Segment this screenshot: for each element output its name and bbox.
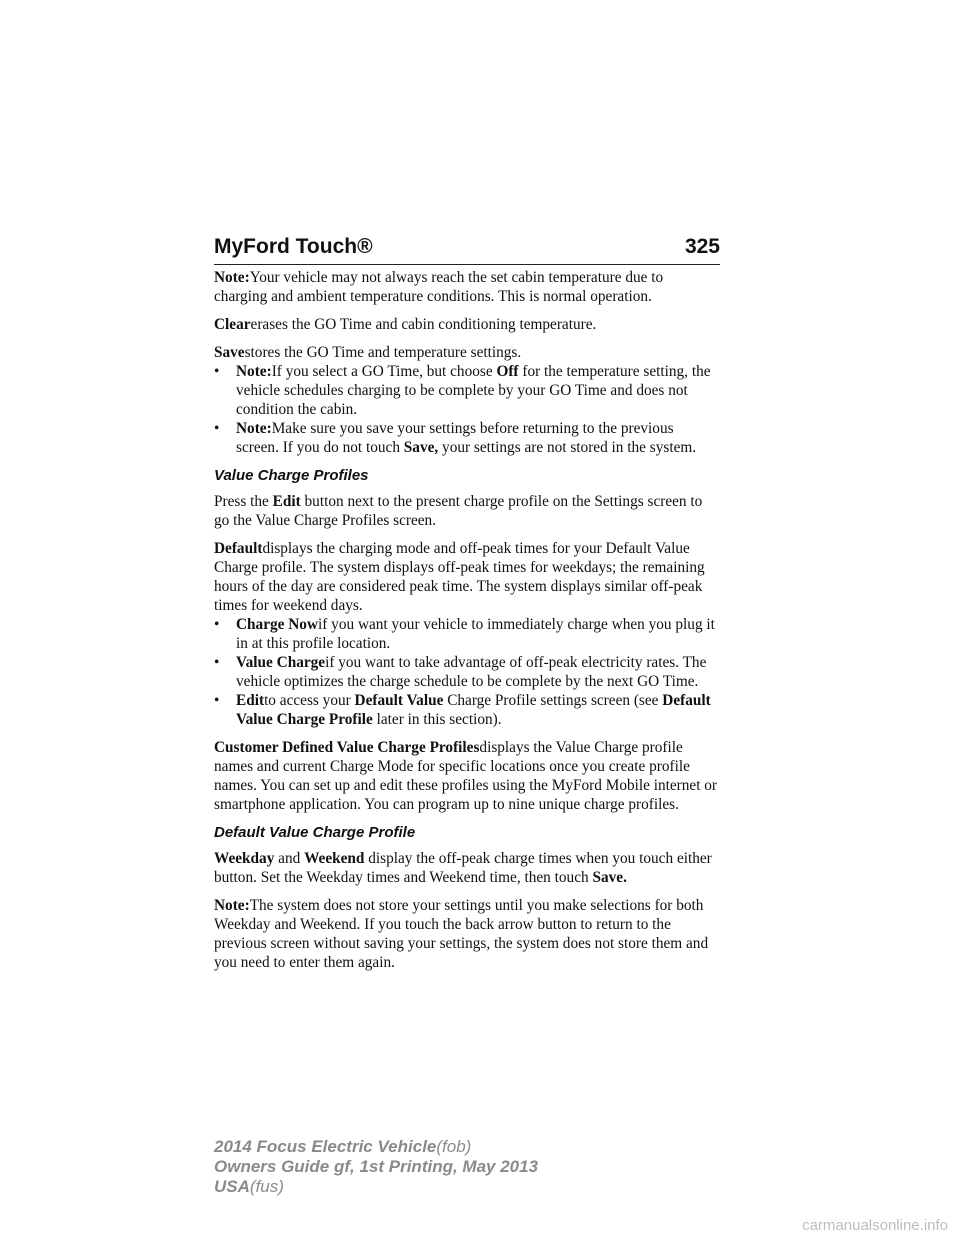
paragraph-text: button next to the present charge profile on the Settings screen to go the Value Charge Profiles screen. [214,493,703,529]
footer-market: USA [214,1177,250,1196]
bullet-emphasis: Save, [403,439,439,456]
footer-code: (fus) [249,1177,284,1196]
bullet-icon: • [214,616,220,633]
bullet-text: if you want your vehicle to immediately charge when you plug it in at this profile location. [236,616,715,652]
bullet-text: to access your [264,692,355,709]
save-paragraph [214,343,720,362]
page-footer [214,1137,538,1197]
bullet-text: your settings are not stored in the system. [438,439,697,456]
bullet-emphasis: Default Value Charge Profile [236,692,711,728]
default-label: Default [214,540,263,557]
footer-line [214,1137,538,1157]
save-bullet-list [214,362,720,457]
default-bullet-list [214,615,720,729]
customer-profiles-text: displays the Value Charge profile names and current Charge Mode for specific locations once you create profile names. You can set up and edit these profiles using the MyFord Mobile internet or smartphone application. You can program up to nine unique charge profiles. [214,739,718,813]
bullet-icon: • [214,654,220,671]
bullet-text: Make sure you save your settings before returning to the previous screen. If you do not touch [236,420,674,456]
paragraph-text: and [274,850,305,867]
note-label: Note: [214,269,250,286]
bullet-emphasis: Default Value [354,692,444,709]
bullet-text: Charge Profile settings screen (see [443,692,663,709]
bullet-text: if you want to take advantage of off-peak electricity rates. The vehicle optimizes the charge schedule to be complete by the next GO Time. [236,654,707,690]
page-number: 325 [684,235,720,258]
list-item [214,419,720,457]
edit-label: Edit [272,493,301,510]
bullet-emphasis: Off [496,363,519,380]
page-content [214,268,720,981]
edit-label: Edit [236,692,265,709]
bullet-icon: • [214,363,220,380]
footer-code: (fob) [436,1137,472,1156]
note-paragraph [214,896,720,972]
watermark: carmanualsonline.info [802,1217,948,1234]
note-text: The system does not store your settings until you make selections for both Weekday and Weekend. If you touch the back arrow button to return to the previous screen without saving your settings, the system does not store them and you need to enter them again. [214,897,709,971]
press-edit-paragraph [214,492,720,530]
header-title: MyFord Touch® [214,235,373,258]
paragraph-text: Press the [214,493,273,510]
note-text: Your vehicle may not always reach the set cabin temperature due to charging and ambient temperature conditions. This is normal operation. [214,269,664,305]
bullet-text: later in this section). [372,711,502,728]
bullet-text: for the temperature setting, the vehicle schedules charging to be complete by your GO Time and does not condition the cabin. [236,363,711,418]
save-label: Save. [592,869,627,886]
default-paragraph [214,539,720,615]
clear-label: Clear [214,316,251,333]
charge-now-label: Charge Now [236,616,318,633]
list-item [214,362,720,419]
section-heading-default-value-charge-profile: Default Value Charge Profile [214,824,416,841]
section-heading-value-charge-profiles: Value Charge Profiles [214,467,369,484]
note-label: Note: [214,897,250,914]
save-text: stores the GO Time and temperature settings. [244,344,522,361]
list-item [214,691,720,729]
bullet-icon: • [214,420,220,437]
customer-profiles-paragraph [214,738,720,814]
page-header [214,228,720,265]
value-charge-label: Value Charge [236,654,326,671]
default-text: displays the charging mode and off-peak times for your Default Value Charge profile. The system displays off-peak times for weekdays; the remaining hours of the day are considered peak time. The system displays similar off-peak times for weekend days. [214,540,705,614]
bullet-text: If you select a GO Time, but choose [271,363,497,380]
clear-text: erases the GO Time and cabin conditioning temperature. [250,316,597,333]
weekend-label: Weekend [304,850,365,867]
footer-line [214,1157,538,1177]
weekday-label: Weekday [214,850,275,867]
clear-paragraph [214,315,720,334]
note-label: Note: [236,363,272,380]
save-label: Save [214,344,245,361]
footer-line [214,1177,538,1197]
list-item [214,653,720,691]
footer-printing: Owners Guide gf, 1st Printing, May 2013 [214,1157,539,1176]
note-paragraph [214,268,720,306]
customer-profiles-label: Customer Defined Value Charge Profiles [214,739,480,756]
list-item [214,615,720,653]
note-label: Note: [236,420,272,437]
paragraph-text: display the off-peak charge times when you touch either button. Set the Weekday times and Weekend time, then touch [214,850,712,886]
bullet-icon: • [214,692,220,709]
weekday-paragraph [214,849,720,887]
footer-vehicle: 2014 Focus Electric Vehicle [214,1137,437,1156]
